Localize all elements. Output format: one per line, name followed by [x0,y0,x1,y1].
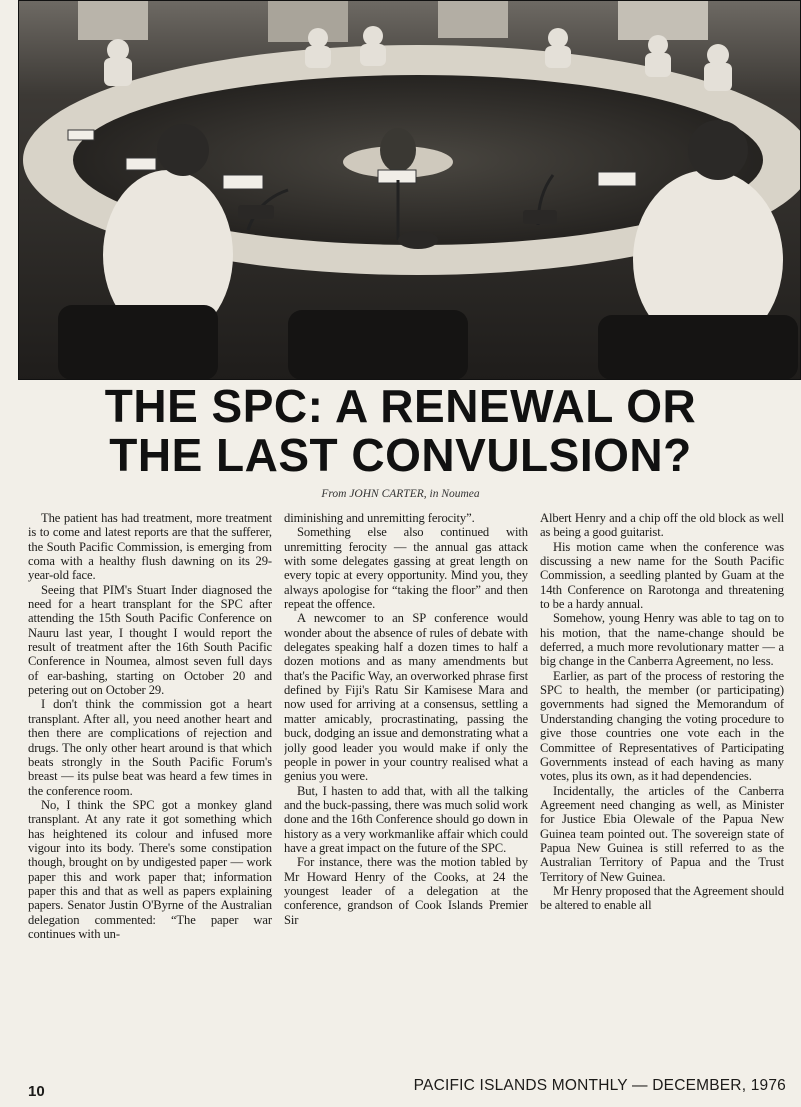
byline-author: JOHN CARTER [349,488,424,500]
paragraph: Mr Henry proposed that the Agreement should be altered to enable all [540,883,784,913]
column-3 [540,511,784,1063]
paragraph: A newcomer to an SP conference would wonder about the absence of rules of debate with delegates speaking half a dozen times to half a dozen motions and as many amendments but that's the Pacific Way, an overworked phrase first defined by Fiji's Ratu Sir Kamisese Mara and now used for arriving at a consensus, settling a matter amicably, procrastinating, passing the buck, dodging an issue and demonstrating what a jolly good leader you would make if only the people in power in your country realised what a genius you were. [284,611,528,784]
paragraph: But, I hasten to add that, with all the talking and the buck-passing, there was much solid work done and the 16th Conference should go down in history as a very workmanlike affair which could have a great impact on the future of the SPC. [284,783,528,855]
paragraph: The patient has had treatment, more treatment is to come and latest reports are that the sufferer, the South Pacific Commission, is emerging from coma with a healthy flush dawning on its 29-year-old face. [28,511,272,583]
paragraph: I don't think the commission got a heart transplant. After all, you need another heart and then there are complications of rejection and drugs. The only other heart around is that which beats strongly in the South Pacific Forum's breast — its pulse beat was heard a few times in the conference room. [28,697,272,798]
paragraph: Something else also continued with unremitting ferocity — the annual gas attack with some delegates gassing at great length on every topic at every opportunity. Mind you, they always apologise for “taking the floor” and then repeat the offence. [284,525,528,612]
paragraph: Seeing that PIM's Stuart Inder diagnosed the need for a heart transplant for the SPC after attending the 15th South Pacific Conference on Nauru last year, I thought I would report the result of treatment after the 16th South Pacific Conference in Noumea, almost seven full days of ear-bashing, starting on October 20 and petering out on October 29. [28,582,272,698]
paragraph: Incidentally, the articles of the Canberra Agreement need changing as well, as Minister for Justice Ebia Olewale of the Papua New Guinea team pointed out. The sovereign state of Papua New Guinea is still referred to as the Australian Territory of Papua and the Trust Territory of New Guinea. [540,783,784,884]
column-1 [28,511,272,1063]
publication-line: PACIFIC ISLANDS MONTHLY — DECEMBER, 1976 [413,1077,786,1094]
paragraph: No, I think the SPC got a monkey gland transplant. At any rate it got something which has heightened its colour and infused more vigour into its body. There's some constipation though, brought on by undigested paper — work paper this and work paper that; information paper this and that as well as papers explaining papers. Senator Justin O'Byrne of the Australian delegation commented: “The paper war continues with un- [28,797,272,941]
paragraph: For instance, there was the motion tabled by Mr Howard Henry of the Cooks, at 24 the youngest leader of a delegation at the conference, grandson of Cook Islands Premier Sir [284,855,528,927]
paragraph: Albert Henry and a chip off the old block as well as being a good guitarist. [540,511,784,540]
page-footer [0,1075,801,1101]
byline-from: From [321,488,347,500]
paragraph: Earlier, as part of the process of restoring the SPC to health, the member (or participating) governments had signed the Memorandum of Understanding changing the voting procedure to give those countries one vote each in the Committee of Representatives of Participating Governments instead of each having as many votes, plus its own, as it had dependencies. [540,668,784,784]
page-number: 10 [28,1083,45,1100]
article-columns [28,511,784,1063]
headline [0,382,801,480]
paragraph: Somehow, young Henry was able to tag on to his motion, that the name-change should be deferred, a much more revolutionary matter — a big change in the Canberra Agreement, no less. [540,611,784,669]
byline: From JOHN CARTER, in Noumea [321,488,480,500]
headline-line-2: THE LAST CONVULSION? [109,429,692,481]
conference-photo [18,0,801,380]
column-2 [284,511,528,1063]
paragraph: His motion came when the conference was discussing a new name for the South Pacific Commission, a seedling planted by Guam at the 14th Conference on Rarotonga and threatening to be a hardy annual. [540,539,784,612]
conference-table-photo [18,0,801,380]
paragraph: diminishing and unremitting ferocity”. [284,511,475,525]
headline-line-1: THE SPC: A RENEWAL OR [104,380,697,432]
byline-place: in Noumea [429,488,480,500]
